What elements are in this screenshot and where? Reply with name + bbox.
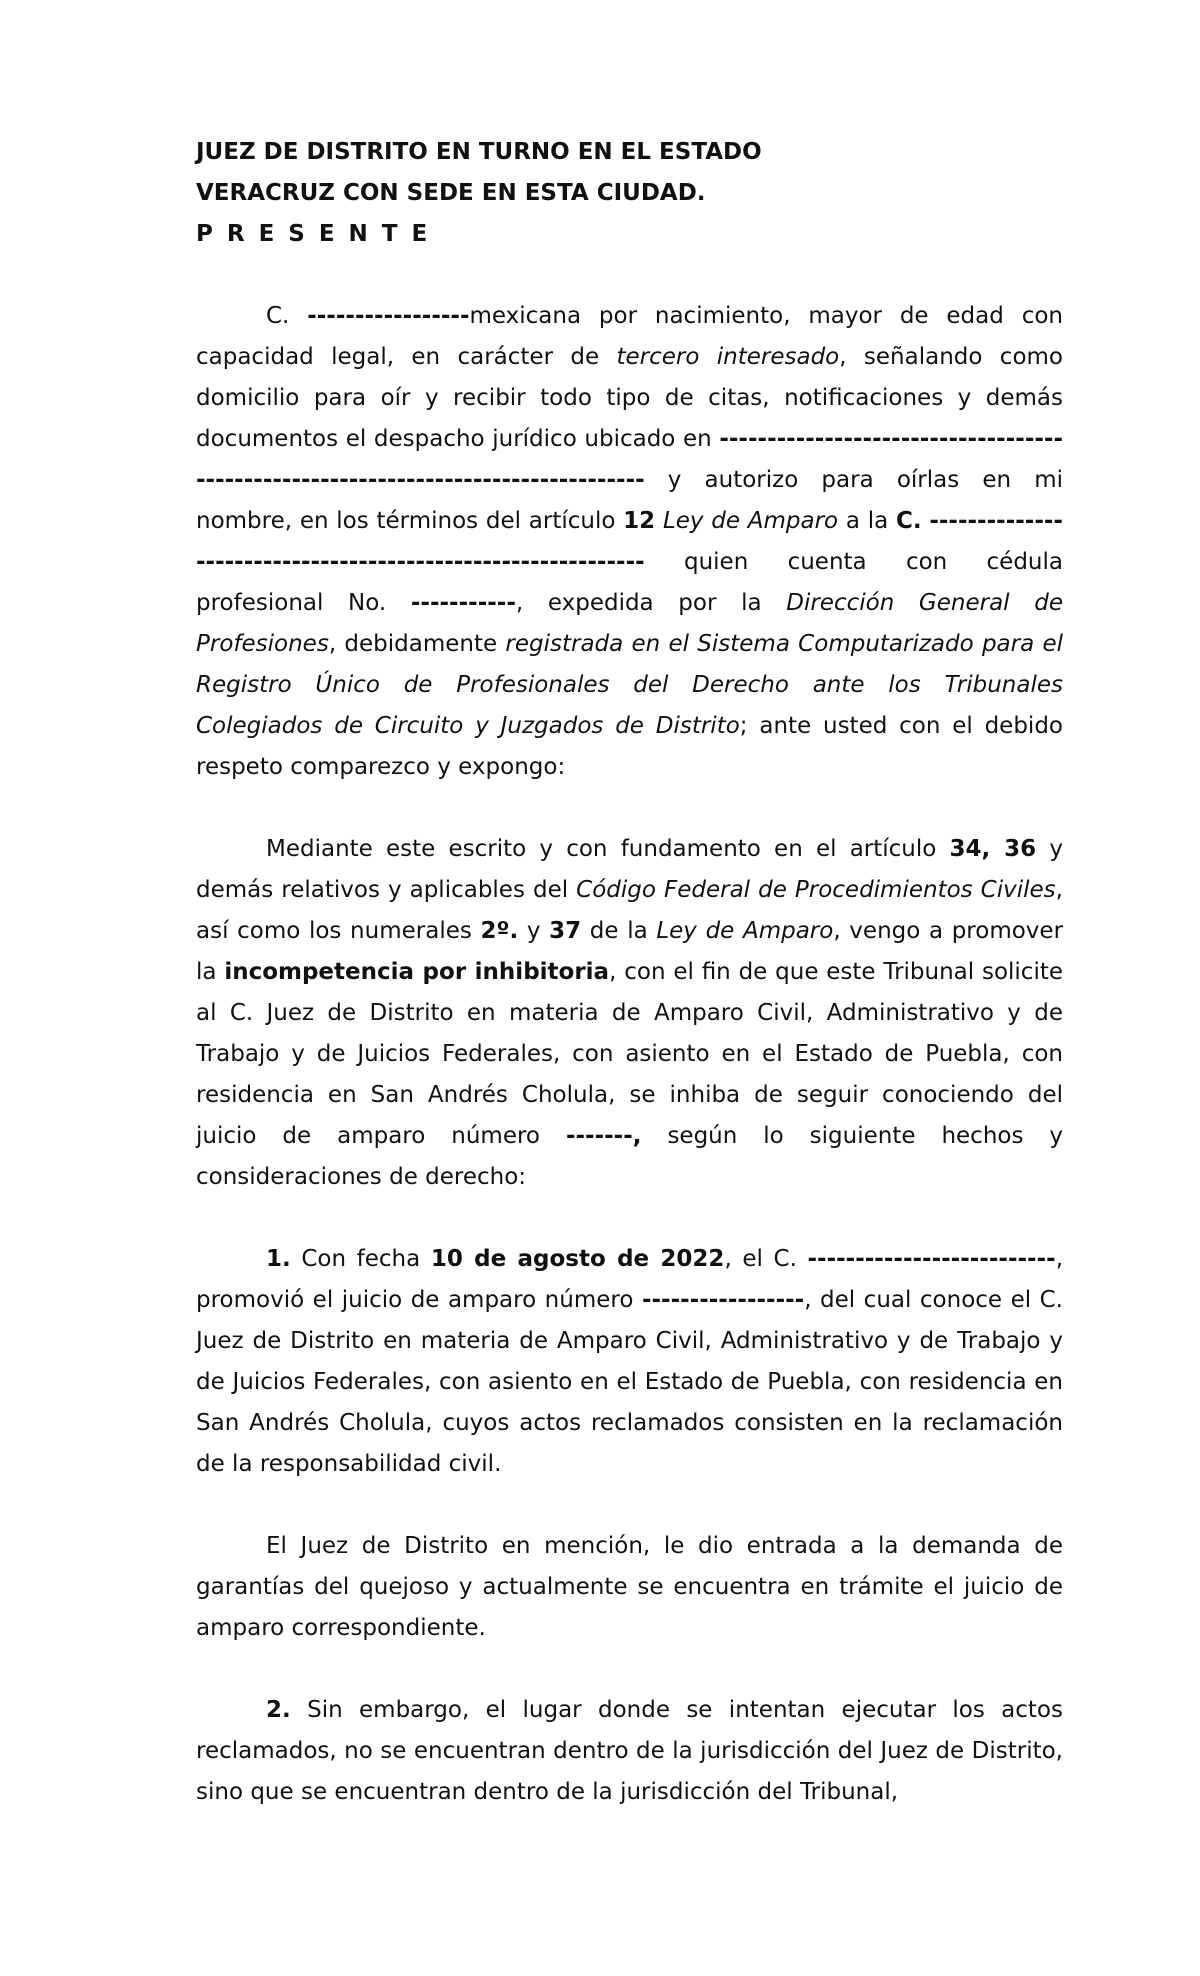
document-page <box>196 132 1063 1813</box>
cedula-blank: ----------- <box>410 590 516 616</box>
fact-2-number: 2. <box>266 1697 291 1723</box>
fact-1-paragraph: 1. Con fecha 10 de agosto de 2022, el C. --------------------------, promovió el juicio de amparo número -----------------, del cual conoce el C. Juez de Distrito en materia de Amparo Civil, Administrativo y de Trabajo y de Juicios Federales, con asiento en el Estado de Puebla, con residencia en San Andrés Cholula, cuyos actos reclamados consisten en la reclamación de la responsabilidad civil. <box>196 1246 1063 1477</box>
incompetencia-bold: incompetencia por inhibitoria <box>224 959 610 985</box>
amparo-number-blank: ----------------- <box>641 1287 805 1313</box>
dgp-name: Dirección General de Profesiones <box>196 590 1063 657</box>
fact-1-date: 10 de agosto de 2022 <box>430 1246 725 1272</box>
judge-paragraph: El Juez de Distrito en mención, le dio entrada a la demanda de garantías del quejoso y actualmente se encuentra en trámite el juicio de amparo correspondiente. <box>196 1533 1063 1641</box>
code-name: Código Federal de Procedimientos Civiles <box>576 877 1056 903</box>
intro-paragraph: C. -----------------mexicana por nacimiento, mayor de edad con capacidad legal, en carácter de tercero interesado, señalando como domicilio para oír y recibir todo tipo de citas, notificaciones y demás documentos el despacho jurídico ubicado en ----------------------------------------------------------------------------------- y autorizo para oírlas en mi nombre, en los términos del artículo 12 Ley de Amparo a la C. ------------------------------------------------------------- quien cuenta con cédula profesional No. -----------, expedida por la Dirección General de Profesiones, debidamente registrada en el Sistema Computarizado para el Registro Único de Profesionales del Derecho ante los Tribunales Colegiados de Circuito y Juzgados de Distrito; ante usted con el debido respeto comparezco y expongo: <box>196 303 1064 780</box>
basis-paragraph: Mediante este escrito y con fundamento en el artículo 34, 36 y demás relativos y aplicables del Código Federal de Procedimientos Civiles, así como los numerales 2º. y 37 de la Ley de Amparo, vengo a promover la incompetencia por inhibitoria, con el fin de que este Tribunal solicite al C. Juez de Distrito en materia de Amparo Civil, Administrativo y de Trabajo y de Juicios Federales, con asiento en el Estado de Puebla, con residencia en San Andrés Cholula, se inhiba de seguir conociendo del juicio de amparo número -------, según lo siguiente hechos y consideraciones de derecho: <box>196 836 1064 1190</box>
article-number: 12 <box>623 508 656 534</box>
fact-2-paragraph: 2. Sin embargo, el lugar donde se intentan ejecutar los actos reclamados, no se encuentran dentro de la jurisdicción del Juez de Distrito, sino que se encuentran dentro de la jurisdicción del Tribunal, <box>196 1697 1063 1805</box>
heading-line-2: VERACRUZ CON SEDE EN ESTA CIUDAD. <box>196 180 706 206</box>
name-blank: ----------------- <box>307 303 470 329</box>
law-name: Ley de Amparo <box>662 508 839 534</box>
law-name-2: Ley de Amparo <box>656 918 834 944</box>
heading-line-1: JUEZ DE DISTRITO EN TURNO EN EL ESTADO <box>196 139 762 165</box>
address-blank: ----------------------------------------------------------------------------------- <box>196 426 1063 493</box>
role-text: tercero interesado <box>616 344 840 370</box>
amparo-blank: -------, <box>565 1123 642 1149</box>
fact-1-number: 1. <box>266 1246 291 1272</box>
registry-name: registrada en el Sistema Computarizado para el Registro Único de Profesionales del Derecho ante los Tribunales Colegiados de Circuito y Juzgados de Distrito <box>196 631 1063 739</box>
lawyer-blank: ------------------------------------------------------------- <box>196 508 1063 575</box>
person-blank: -------------------------- <box>807 1246 1056 1272</box>
heading-presente: PRESENTE <box>196 221 442 247</box>
articles-bold: 34, 36 <box>949 836 1037 862</box>
